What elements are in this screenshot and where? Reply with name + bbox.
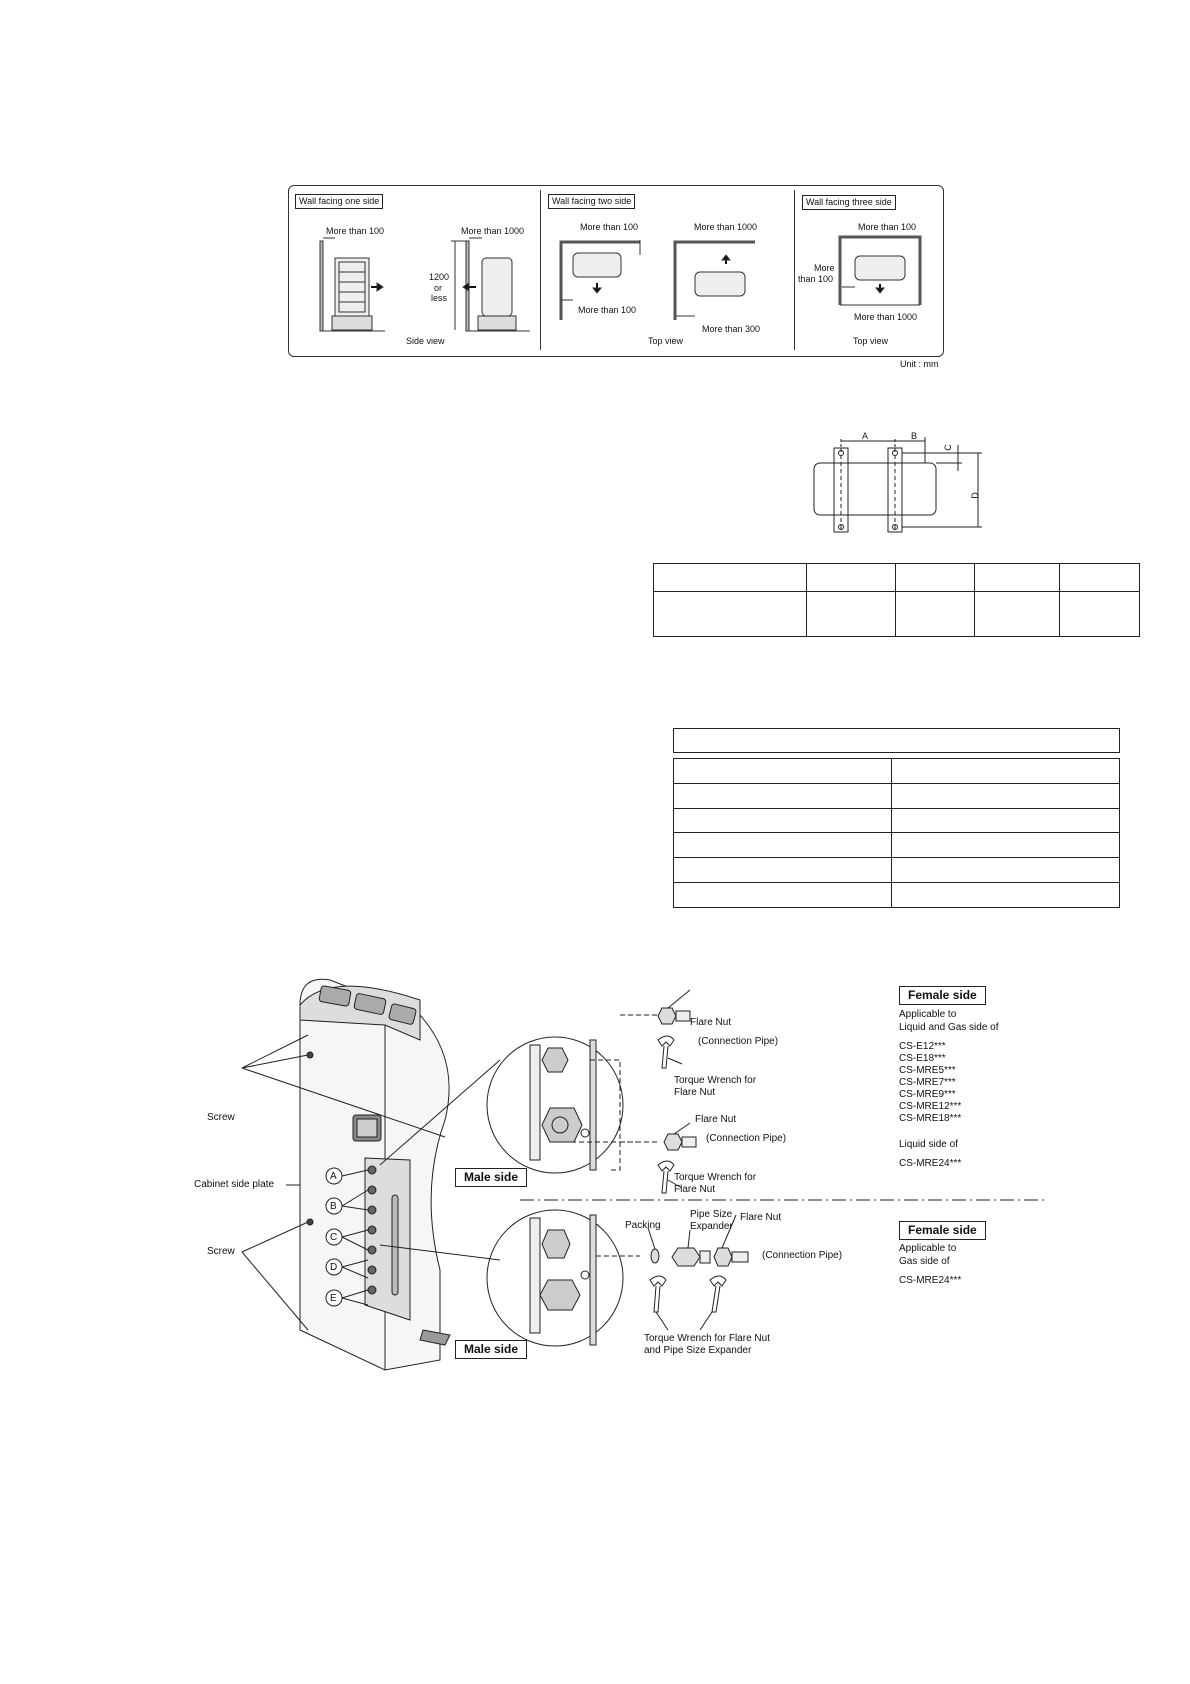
port-label-e: E [330, 1293, 337, 1304]
spec-table-header [673, 728, 1120, 753]
torque-wrench-label: Torque Wrench for [674, 1075, 757, 1086]
model-code: CS-MRE24*** [899, 1275, 962, 1286]
label-or: or [434, 283, 443, 293]
table-cell [892, 883, 1120, 908]
label-more-than-1000: More than 1000 [461, 226, 525, 236]
applicable-text: Liquid side of [899, 1139, 958, 1150]
table-cell [674, 833, 892, 858]
flare-nut-label: Flare Nut [690, 1017, 732, 1028]
table-cell [896, 564, 975, 592]
label-more-than-100: More than 100 [580, 222, 639, 232]
table-cell [654, 564, 807, 592]
screw-label-top: Screw [207, 1112, 235, 1123]
dim-label-a: A [862, 431, 869, 441]
label-more-than-100: More than 100 [326, 226, 385, 236]
pipe-connection-drawing [0, 960, 1190, 1380]
model-code: CS-MRE9*** [899, 1089, 956, 1100]
torque-wrench-label: Flare Nut [674, 1184, 716, 1195]
panel-tag-two-side: Wall facing two side [548, 194, 635, 209]
torque-wrench-label: and Pipe Size Expander [644, 1345, 752, 1356]
port-label-c: C [330, 1232, 338, 1243]
table-cell [892, 759, 1120, 784]
port-label-a: A [330, 1171, 337, 1182]
table-cell [674, 808, 892, 833]
table-cell [1060, 564, 1140, 592]
dimension-table [653, 563, 1140, 637]
table-cell [1060, 592, 1140, 637]
model-code: CS-MRE24*** [899, 1158, 962, 1169]
applicable-text: Gas side of [899, 1256, 950, 1267]
label-than-100: than 100 [798, 274, 834, 284]
caption-top-view: Top view [853, 336, 889, 346]
male-side-tag-upper: Male side [455, 1168, 527, 1187]
table-cell [807, 592, 896, 637]
table-cell [892, 783, 1120, 808]
pipe-size-expander-label: Expander [690, 1221, 733, 1232]
table-cell [674, 883, 892, 908]
label-more-than-1000: More than 1000 [694, 222, 758, 232]
packing-label: Packing [625, 1220, 661, 1231]
male-side-tag-lower: Male side [455, 1340, 527, 1359]
port-label-b: B [330, 1201, 337, 1212]
panel-tag-three-side: Wall facing three side [802, 195, 896, 210]
connection-pipe-label: (Connection Pipe) [706, 1133, 787, 1144]
label-1200: 1200 [429, 272, 450, 282]
flare-nut-label: Flare Nut [695, 1114, 737, 1125]
label-more-than-100: More than 100 [578, 305, 637, 315]
torque-wrench-label: Torque Wrench for [674, 1172, 757, 1183]
model-code: CS-MRE12*** [899, 1101, 962, 1112]
female-side-tag: Female side [899, 986, 986, 1005]
label-more-than-1000: More than 1000 [854, 312, 918, 322]
caption-top-view: Top view [648, 336, 684, 346]
applicable-text: Applicable to [899, 1243, 957, 1254]
clearance-drawings [0, 0, 1190, 420]
torque-wrench-label: Torque Wrench for Flare Nut [644, 1333, 770, 1344]
port-label-d: D [330, 1262, 338, 1273]
torque-wrench-label: Flare Nut [674, 1087, 716, 1098]
table-cell [892, 833, 1120, 858]
table-cell [654, 592, 807, 637]
applicable-text: Applicable to [899, 1009, 957, 1020]
model-code: CS-MRE7*** [899, 1077, 956, 1088]
table-cell [892, 808, 1120, 833]
spec-table [673, 758, 1120, 908]
connection-pipe-label: (Connection Pipe) [698, 1036, 779, 1047]
table-cell [807, 564, 896, 592]
label-less: less [431, 293, 448, 303]
caption-side-view: Side view [406, 336, 445, 346]
pipe-size-expander-label: Pipe Size [690, 1209, 733, 1220]
screw-label-bottom: Screw [207, 1246, 235, 1257]
cabinet-side-plate-label: Cabinet side plate [194, 1179, 275, 1190]
table-cell [674, 858, 892, 883]
model-code: CS-MRE18*** [899, 1113, 962, 1124]
unit-note: Unit : mm [900, 359, 939, 369]
dimension-diagram [800, 425, 1000, 545]
dim-label-b: B [911, 431, 918, 441]
table-cell [674, 729, 1120, 753]
label-more-than-100: More than 100 [858, 222, 917, 232]
female-side-tag: Female side [899, 1221, 986, 1240]
table-cell [975, 564, 1060, 592]
label-more: More [814, 263, 835, 273]
table-cell [674, 783, 892, 808]
dim-label-d: D [969, 492, 980, 499]
table-cell [975, 592, 1060, 637]
label-more-than-300: More than 300 [702, 324, 761, 334]
panel-tag-one-side: Wall facing one side [295, 194, 383, 209]
model-code: CS-E18*** [899, 1053, 946, 1064]
model-code: CS-E12*** [899, 1041, 946, 1052]
table-cell [896, 592, 975, 637]
dim-label-c: C [942, 444, 953, 451]
connection-pipe-label: (Connection Pipe) [762, 1250, 843, 1261]
model-code: CS-MRE5*** [899, 1065, 956, 1076]
flare-nut-label: Flare Nut [740, 1212, 782, 1223]
table-cell [674, 759, 892, 784]
applicable-text: Liquid and Gas side of [899, 1022, 999, 1033]
table-cell [892, 858, 1120, 883]
